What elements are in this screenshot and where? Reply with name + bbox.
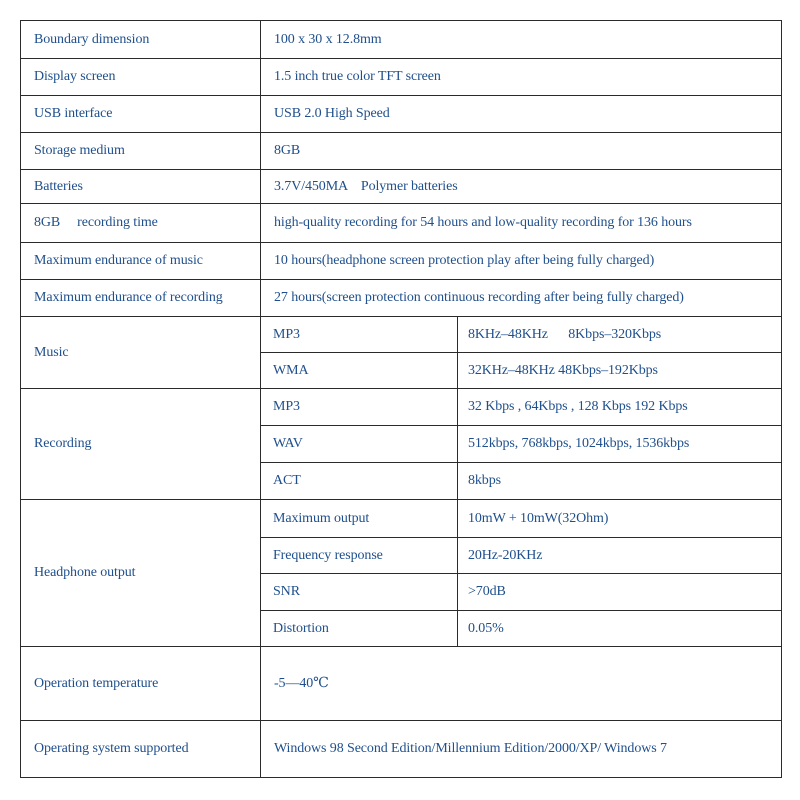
row-value: 100 x 30 x 12.8mm: [261, 21, 782, 59]
table-row-endurance-music: [21, 243, 782, 280]
format-value: 32KHz–48KHz 48Kbps–192Kbps: [458, 353, 782, 389]
row-value: 27 hours(screen protection continuous recording after being fully charged): [261, 280, 782, 317]
row-value: 3.7V/450MA Polymer batteries: [261, 170, 782, 204]
table-row-endurance-recording: [21, 280, 782, 317]
param-value: 0.05%: [458, 611, 782, 647]
param-label: Maximum output: [261, 500, 458, 538]
param-label: Distortion: [261, 611, 458, 647]
param-value: >70dB: [458, 574, 782, 611]
param-value: 20Hz-20KHz: [458, 538, 782, 574]
row-value: 8GB: [261, 133, 782, 170]
table-row-boundary: [21, 21, 782, 59]
table-row-storage: [21, 133, 782, 170]
row-label: Maximum endurance of music: [21, 243, 261, 280]
row-label: Maximum endurance of recording: [21, 280, 261, 317]
row-label: Boundary dimension: [21, 21, 261, 59]
row-value: USB 2.0 High Speed: [261, 96, 782, 133]
format-value: 8KHz–48KHz 8Kbps–320Kbps: [458, 317, 782, 353]
format-label: MP3: [261, 317, 458, 353]
param-label: SNR: [261, 574, 458, 611]
table-row-display: [21, 59, 782, 96]
table-row-temperature: [21, 647, 782, 721]
format-label: MP3: [261, 389, 458, 426]
table-row-os: [21, 721, 782, 778]
param-label: Frequency response: [261, 538, 458, 574]
row-label: 8GB recording time: [21, 204, 261, 243]
row-value: 1.5 inch true color TFT screen: [261, 59, 782, 96]
row-value: Windows 98 Second Edition/Millennium Edition/2000/XP/ Windows 7: [261, 721, 782, 778]
param-value: 10mW + 10mW(32Ohm): [458, 500, 782, 538]
table-row-recording-mp3: [21, 389, 782, 426]
format-value: 8kbps: [458, 463, 782, 500]
row-label-recording: Recording: [21, 389, 261, 500]
table-row-usb: [21, 96, 782, 133]
row-value: -5—40℃: [261, 647, 782, 721]
format-label: ACT: [261, 463, 458, 500]
format-label: WMA: [261, 353, 458, 389]
row-label: Operating system supported: [21, 721, 261, 778]
row-label: USB interface: [21, 96, 261, 133]
row-label: Display screen: [21, 59, 261, 96]
table-row-batteries: [21, 170, 782, 204]
row-value: 10 hours(headphone screen protection play after being fully charged): [261, 243, 782, 280]
row-label: Operation temperature: [21, 647, 261, 721]
row-label-headphone: Headphone output: [21, 500, 261, 647]
table-row-recording-time: [21, 204, 782, 243]
row-value: high-quality recording for 54 hours and low-quality recording for 136 hours: [261, 204, 782, 243]
table-row-headphone-max: [21, 500, 782, 538]
row-label: Storage medium: [21, 133, 261, 170]
table-row-music-mp3: [21, 317, 782, 353]
spec-table: [20, 20, 782, 778]
row-label: Batteries: [21, 170, 261, 204]
format-value: 512kbps, 768kbps, 1024kbps, 1536kbps: [458, 426, 782, 463]
row-label-music: Music: [21, 317, 261, 389]
format-value: 32 Kbps , 64Kbps , 128 Kbps 192 Kbps: [458, 389, 782, 426]
format-label: WAV: [261, 426, 458, 463]
